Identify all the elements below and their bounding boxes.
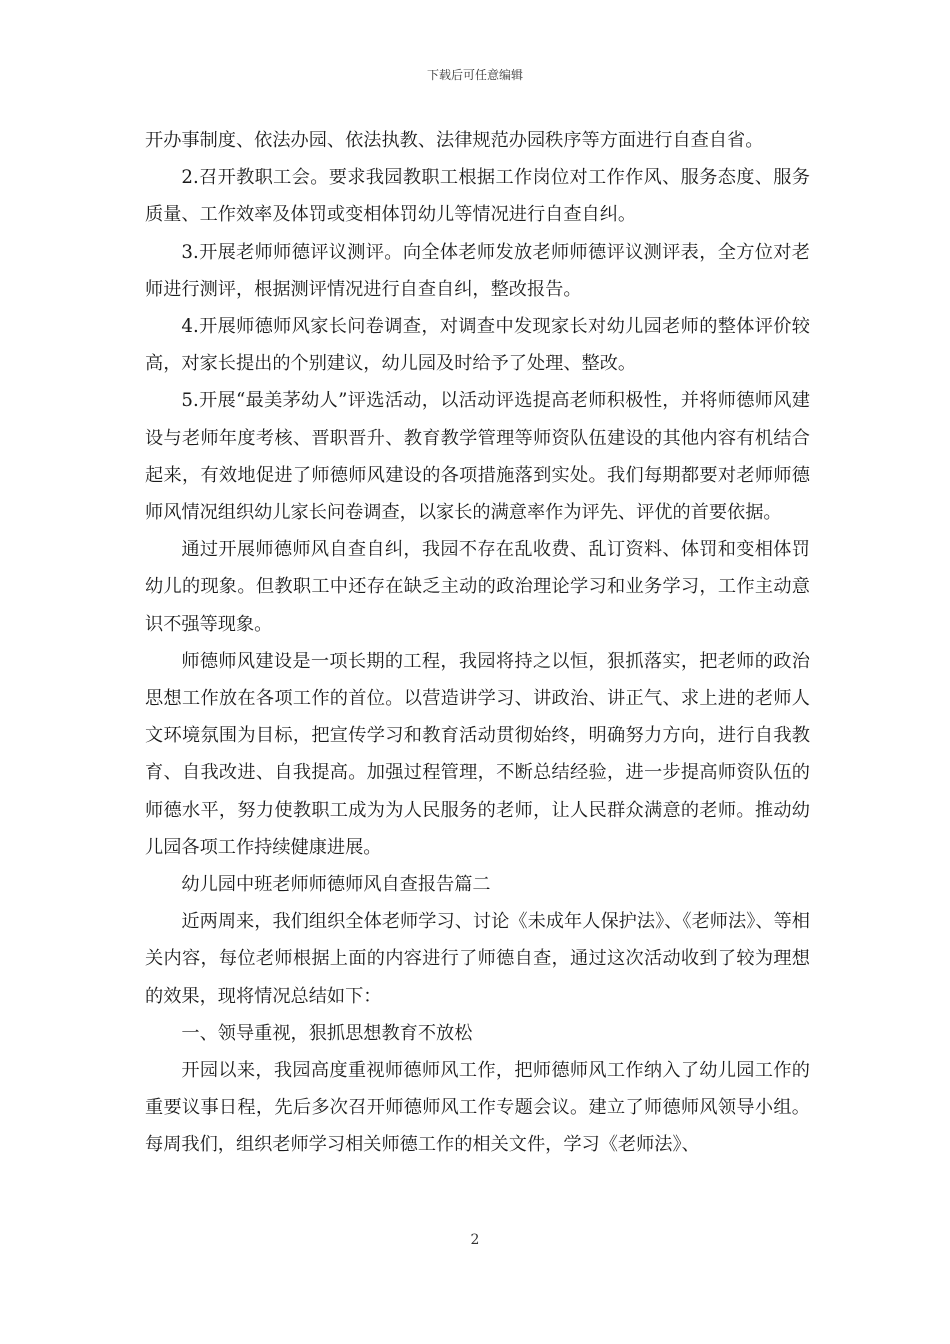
paragraph-7: 师德师风建设是一项长期的工程，我园将持之以恒，狠抓落实，把老师的政治思想工作放在各项工作的首位。以营造讲学习、讲政治、讲正气、求上进的老师人文环境氛围为目标，把宣传学习和教育活动贯彻始终，明确努力方向，进行自我教育、自我改进、自我提高。加强过程管理，不断总结经验，进一步提高师资队伍的师德水平，努力使教职工成为为人民服务的老师，让人民群众满意的老师。推动幼儿园各项工作持续健康进展。: [145, 650, 810, 858]
paragraph-8: 近两周来，我们组织全体老师学习、讨论《未成年人保护法》、《老师法》、等相关内容，每位老师根据上面的内容进行了师德自查，通过这次活动收到了较为理想的效果，现将情况总结如下：: [145, 911, 810, 1007]
paragraph-2: 2.召开教职工会。要求我园教职工根据工作岗位对工作作风、服务态度、服务质量、工作效率及体罚或变相体罚幼儿等情况进行自查自纠。: [145, 167, 810, 226]
paragraph-4: 4.开展师德师风家长问卷调查，对调查中发现家长对幼儿园老师的整体评价较高，对家长提出的个别建议，幼儿园及时给予了处理、整改。: [145, 316, 810, 375]
paragraph-3: 3.开展老师师德评议测评。向全体老师发放老师师德评议测评表，全方位对老师进行测评，根据测评情况进行自查自纠，整改报告。: [145, 241, 810, 300]
paragraph-9: 开园以来，我园高度重视师德师风工作，把师德师风工作纳入了幼儿园工作的重要议事日程，先后多次召开师德师风工作专题会议。建立了师德师风领导小组。每周我们，组织老师学习相关师德工作的相关文件，学习《老师法》、: [145, 1060, 810, 1156]
paragraph-1: 开办事制度、依法办园、依法执教、法律规范办园秩序等方面进行自查自省。: [145, 130, 764, 151]
paragraph-6: 通过开展师德师风自查自纠，我园不存在乱收费、乱订资料、体罚和变相体罚幼儿的现象。但教职工中还存在缺乏主动的政治理论学习和业务学习，工作主动意识不强等现象。: [145, 539, 810, 635]
paragraph-5: 5.开展“最美茅幼人”评选活动，以活动评选提高老师积极性，并将师德师风建设与老师年度考核、晋职晋升、教育教学管理等师资队伍建设的其他内容有机结合起来，有效地促进了师德师风建设的各项措施落到实处。我们每期都要对老师师德师风情况组织幼儿家长问卷调查，以家长的满意率作为评先、评优的首要依据。: [145, 390, 810, 524]
page-header: 下载后可任意编辑: [426, 68, 523, 82]
document-body: [145, 122, 810, 1164]
subheading-1: 一、领导重视，狠抓思想教育不放松: [181, 1022, 473, 1044]
section-title: 幼儿园中班老师师德师风自查报告篇二: [181, 874, 491, 896]
page-number: 2: [470, 1232, 480, 1248]
